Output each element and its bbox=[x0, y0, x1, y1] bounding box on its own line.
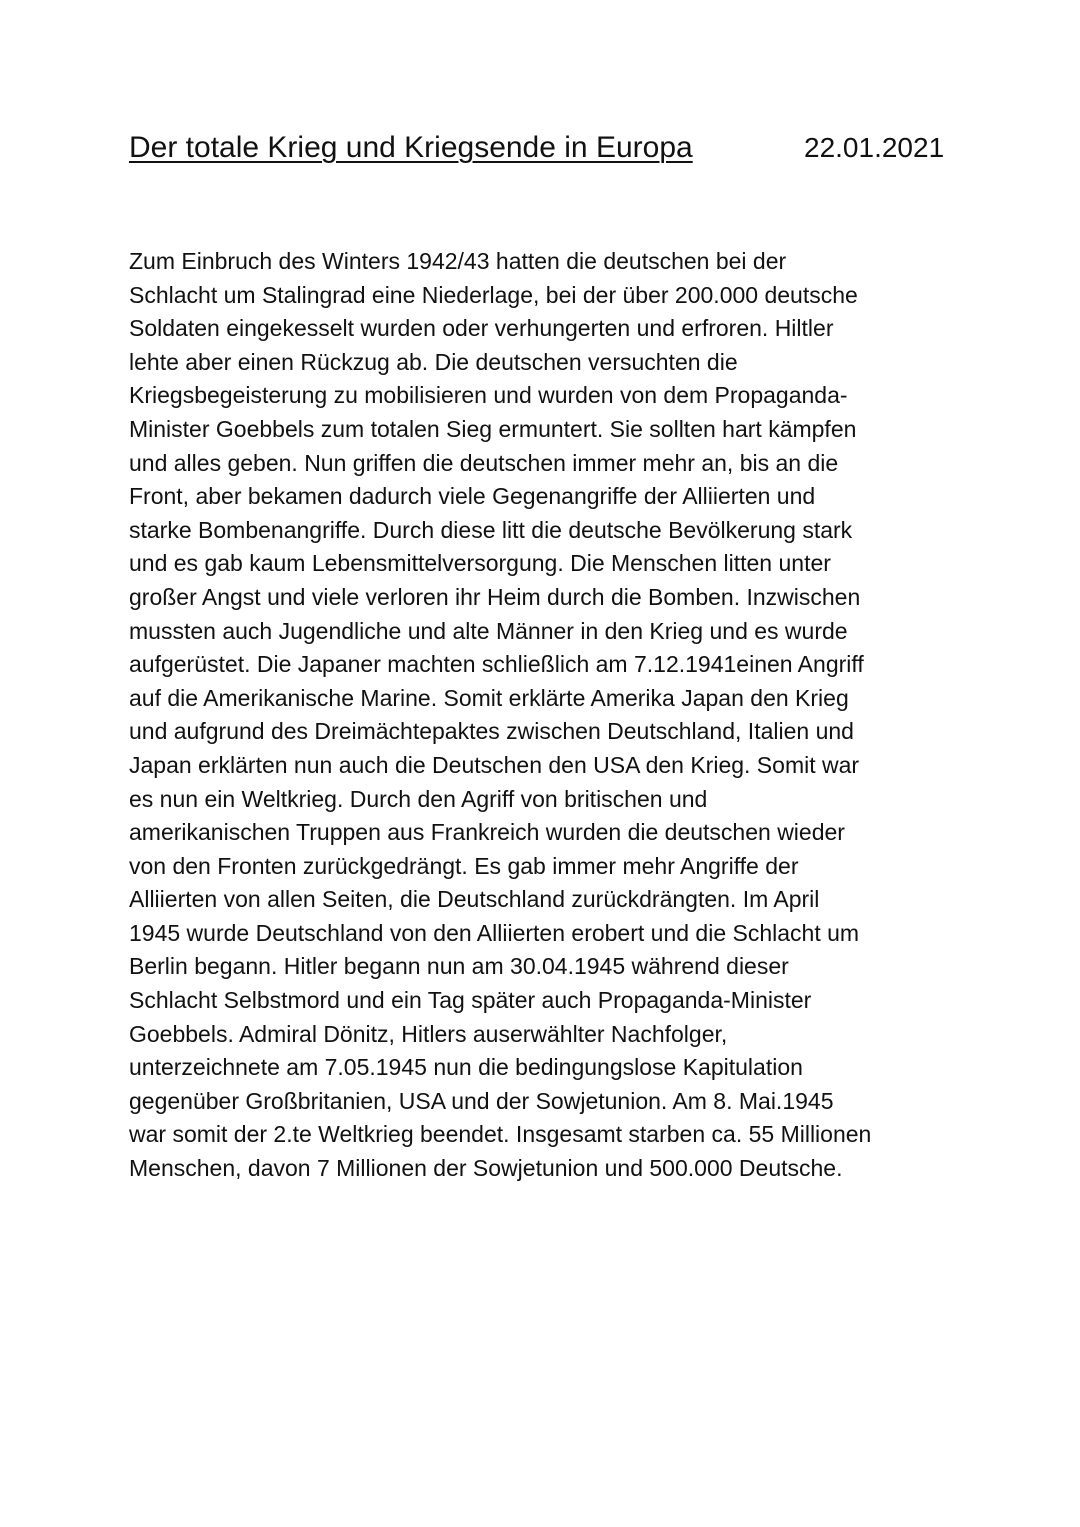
body-paragraph bbox=[129, 245, 969, 1186]
text-line: auf die Amerikanische Marine. Somit erklärte Amerika Japan den Krieg bbox=[129, 684, 849, 711]
text-line: amerikanischen Truppen aus Frankreich wurden die deutschen wieder bbox=[129, 819, 845, 846]
text-line: Kriegsbegeisterung zu mobilisieren und wurden von dem Propaganda- bbox=[129, 382, 848, 409]
text-line: es nun ein Weltkrieg. Durch den Agriff von britischen und bbox=[129, 785, 708, 812]
text-line: Alliierten von allen Seiten, die Deutschland zurückdrängten. Im April bbox=[129, 886, 820, 913]
text-line: war somit der 2.te Weltkrieg beendet. Insgesamt starben ca. 55 Millionen bbox=[129, 1121, 872, 1148]
text-line: Berlin begann. Hitler begann nun am 30.04.1945 während dieser bbox=[129, 953, 789, 980]
document-date: 22.01.2021 bbox=[804, 132, 945, 163]
text-line: gegenüber Großbritanien, USA und der Sowjetunion. Am 8. Mai.1945 bbox=[129, 1087, 834, 1114]
text-line: von den Fronten zurückgedrängt. Es gab immer mehr Angriffe der bbox=[129, 852, 799, 879]
text-line: lehte aber einen Rückzug ab. Die deutschen versuchten die bbox=[129, 348, 738, 375]
text-line: Schlacht um Stalingrad eine Niederlage, bei der über 200.000 deutsche bbox=[129, 281, 858, 308]
text-line: 1945 wurde Deutschland von den Alliierten erobert und die Schlacht um bbox=[129, 919, 860, 946]
text-line: Front, aber bekamen dadurch viele Gegenangriffe der Alliierten und bbox=[129, 483, 816, 510]
text-line: Schlacht Selbstmord und ein Tag später auch Propaganda-Minister bbox=[129, 987, 812, 1014]
text-line: unterzeichnete am 7.05.1945 nun die bedingungslose Kapitulation bbox=[129, 1054, 803, 1081]
text-line: aufgerüstet. Die Japaner machten schließlich am 7.12.1941einen Angriff bbox=[129, 651, 864, 678]
text-line: Menschen, davon 7 Millionen der Sowjetunion und 500.000 Deutsche. bbox=[129, 1155, 843, 1182]
text-line: großer Angst und viele verloren ihr Heim durch die Bomben. Inzwischen bbox=[129, 583, 861, 610]
text-line: und aufgrund des Dreimächtepaktes zwischen Deutschland, Italien und bbox=[129, 718, 854, 745]
text-line: Soldaten eingekesselt wurden oder verhungerten und erfroren. Hiltler bbox=[129, 315, 834, 342]
text-line: mussten auch Jugendliche und alte Männer in den Krieg und es wurde bbox=[129, 617, 848, 644]
text-line: und es gab kaum Lebensmittelversorgung. Die Menschen litten unter bbox=[129, 550, 831, 577]
text-line: starke Bombenangriffe. Durch diese litt die deutsche Bevölkerung stark bbox=[129, 516, 853, 543]
text-line: Minister Goebbels zum totalen Sieg ermuntert. Sie sollten hart kämpfen bbox=[129, 415, 857, 442]
text-line: Goebbels. Admiral Dönitz, Hitlers auserwählter Nachfolger, bbox=[129, 1020, 728, 1047]
text-line: Zum Einbruch des Winters 1942/43 hatten die deutschen bei der bbox=[129, 248, 787, 274]
page-title: Der totale Krieg und Kriegsende in Europa bbox=[129, 131, 693, 164]
text-line: Japan erklärten nun auch die Deutschen den USA den Krieg. Somit war bbox=[129, 751, 860, 778]
text-line: und alles geben. Nun griffen die deutschen immer mehr an, bis an die bbox=[129, 449, 839, 476]
